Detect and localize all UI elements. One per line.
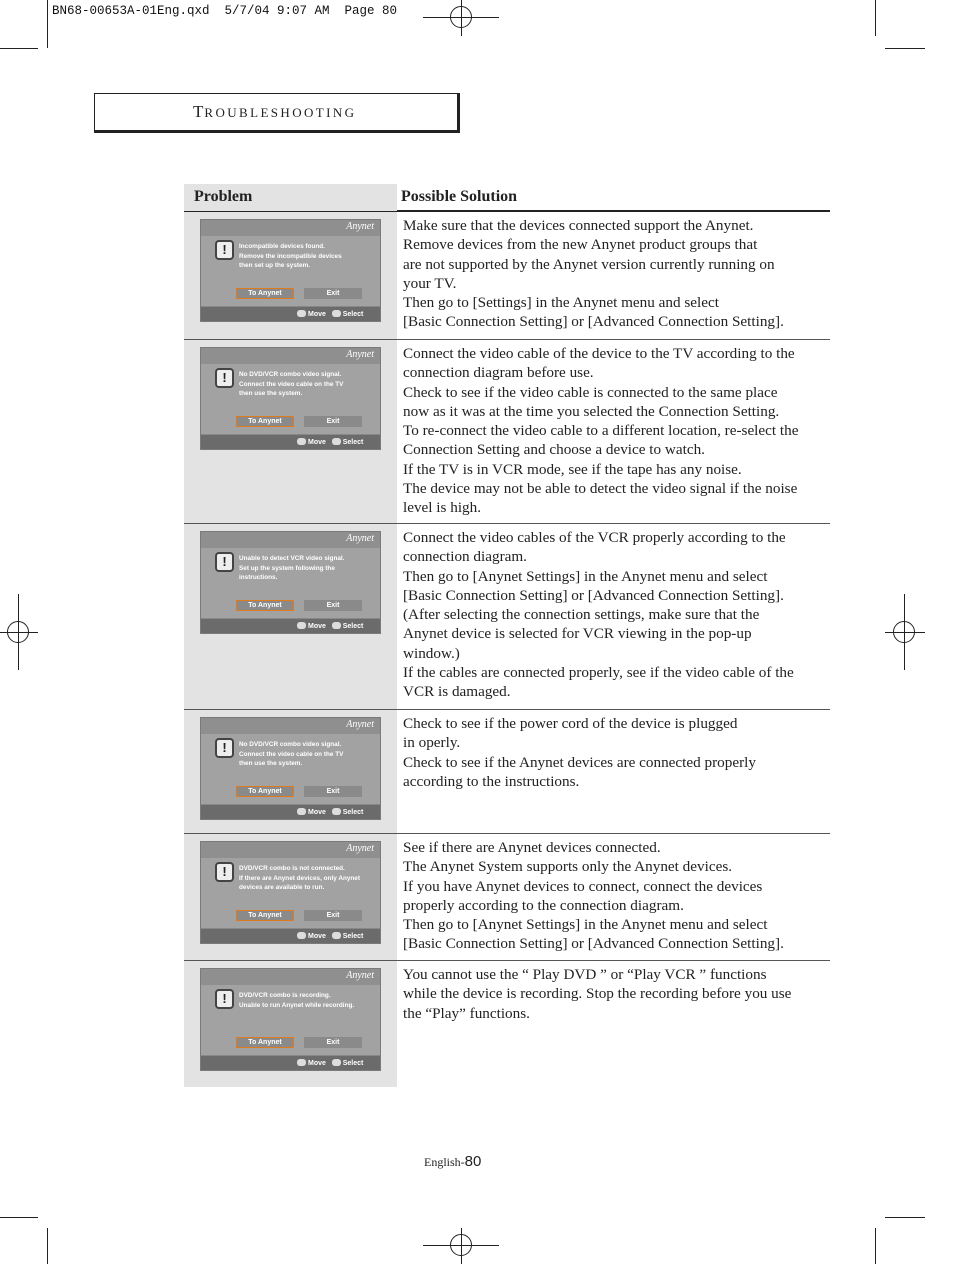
nav-move-label: Move [308,439,326,446]
move-icon [297,438,306,445]
solution-line: while the device is recording. Stop the recording before you use [403,985,792,1003]
osd-message-line: DVD/VCR combo is recording. [239,992,331,999]
table-row [184,710,830,834]
solution-line: are not supported by the Anynet version currently running on [403,255,775,273]
exit-button: Exit [304,786,362,797]
solution-line: properly according to the connection diagram. [403,896,684,914]
nav-move-label: Move [308,933,326,940]
warning-icon: ! [215,989,234,1009]
solution-line: according to the instructions. [403,772,580,790]
osd-message-line: Incompatible devices found. [239,243,325,250]
nav-select-label: Select [342,809,364,816]
registration-circle [893,621,915,643]
to-anynet-button: To Anynet [236,1037,294,1048]
solution-line: See if there are Anynet devices connected. [403,839,661,856]
table-header [184,184,830,212]
solution-line: VCR is damaged. [403,683,511,701]
solution-line: Connection Setting and choose a device to watch. [403,441,705,459]
osd-message [239,740,379,769]
select-icon [332,310,341,317]
osd-message-line: then use the system. [239,390,303,398]
warning-icon: ! [215,862,234,882]
crop-mark [0,48,38,49]
to-anynet-button: To Anynet [236,786,294,797]
osd-nav-bar [201,434,380,449]
osd-nav-bar [201,618,380,633]
solution-cell [403,965,830,1023]
solution-line: The device may not be able to detect the video signal if the noise [403,480,798,498]
crop-mark [47,1228,48,1264]
table-row [184,340,830,524]
osd-message-line: Connect the video cable on the TV [239,750,344,758]
solution-line: Check to see if the Anynet devices are connected properly [403,753,756,771]
solution-cell [403,216,830,332]
select-icon [332,932,341,939]
solution-cell [403,344,830,518]
registration-circle [450,6,472,28]
anynet-logo: Anynet [346,349,374,360]
solution-line: level is high. [403,499,482,517]
nav-move-label: Move [308,809,326,816]
exit-button: Exit [304,288,362,299]
nav-move-label: Move [308,623,326,630]
problem-cell [184,212,397,339]
select-icon [332,808,341,815]
solution-line: Then go to [Settings] in the Anynet menu and select [403,294,719,312]
warning-icon: ! [215,240,234,260]
solution-line: Then go to [Anynet Settings] in the Anynet menu and select [403,567,768,585]
osd-screenshot [200,219,381,322]
solution-line: in operly. [403,734,461,752]
header-problem: Problem [184,184,397,211]
crop-mark [885,1217,925,1218]
move-icon [297,808,306,815]
solution-line: now as it was at the time you selected the Connection Setting. [403,402,780,420]
select-icon [332,622,341,629]
exit-button: Exit [304,416,362,427]
anynet-logo: Anynet [346,970,374,981]
registration-circle [7,621,29,643]
osd-message [239,991,379,1010]
page-number: 80 [464,1153,482,1170]
print-slug: BN68-00653A-01Eng.qxd 5/7/04 9:07 AM Page 80 [52,4,398,18]
osd-message-line: If there are Anynet devices, only Anynet [239,874,360,882]
osd-screenshot [200,347,381,450]
solution-line: Anynet device is selected for VCR viewing in the pop-up [403,625,752,643]
move-icon [297,622,306,629]
osd-message-line: Connect the video cable on the TV [239,380,344,388]
header-solution: Possible Solution [401,188,518,205]
nav-select-label: Select [342,439,364,446]
solution-line: Check to see if the video cable is connected to the same place [403,383,778,401]
crop-mark [885,48,925,49]
table-body [184,212,830,1087]
osd-message-line: Remove the incompatible devices [239,252,342,260]
anynet-logo: Anynet [346,843,374,854]
nav-move-label: Move [308,1060,326,1067]
solution-line: You cannot use the “ Play DVD ” or “Play VCR ” functions [403,966,767,983]
crop-mark [875,0,876,36]
osd-message-line: No DVD/VCR combo video signal. [239,741,342,748]
nav-select-label: Select [342,933,364,940]
solution-line: Connect the video cables of the VCR properly according to the [403,529,786,546]
move-icon [297,310,306,317]
registration-circle [450,1234,472,1256]
exit-button: Exit [304,910,362,921]
osd-screenshot [200,968,381,1071]
solution-line: If the TV is in VCR mode, see if the tape has any noise. [403,460,742,478]
solution-line: connection diagram. [403,548,527,566]
section-title [94,93,460,133]
select-icon [332,438,341,445]
solution-line: Remove devices from the new Anynet product groups that [403,236,758,254]
osd-screenshot [200,531,381,634]
osd-message [239,242,379,271]
move-icon [297,1059,306,1066]
solution-line: (After selecting the connection settings, make sure that the [403,606,760,624]
problem-cell [184,340,397,523]
osd-message-line: devices are available to run. [239,884,325,892]
crop-mark [47,0,48,48]
anynet-logo: Anynet [346,221,374,232]
solution-line: the “Play” functions. [403,1004,530,1022]
to-anynet-button: To Anynet [236,288,294,299]
osd-message-line: then use the system. [239,760,303,768]
solution-line: If the cables are connected properly, see if the video cable of the [403,664,794,682]
solution-line: [Basic Connection Setting] or [Advanced Connection Setting]. [403,935,784,953]
solution-line: window.) [403,644,460,662]
warning-icon: ! [215,368,234,388]
solution-line: If you have Anynet devices to connect, connect the devices [403,877,763,895]
solution-line: The Anynet System supports only the Anynet devices. [403,858,733,876]
osd-message-line: Unable to run Anynet while recording. [239,1001,355,1009]
exit-button: Exit [304,600,362,611]
solution-line: connection diagram before use. [403,364,594,382]
page-footer [424,1153,481,1170]
crop-mark [875,1228,876,1264]
nav-move-label: Move [308,311,326,318]
anynet-logo: Anynet [346,719,374,730]
problem-cell [184,524,397,709]
osd-nav-bar [201,306,380,321]
osd-message-line: No DVD/VCR combo video signal. [239,371,342,378]
move-icon [297,932,306,939]
osd-message-line: Set up the system following the [239,564,335,572]
solution-cell [403,838,830,954]
troubleshooting-table [184,184,830,1087]
problem-cell [184,961,397,1087]
anynet-logo: Anynet [346,533,374,544]
problem-cell [184,834,397,960]
crop-mark [0,1217,38,1218]
osd-nav-hints [297,310,363,318]
osd-nav-bar [201,928,380,943]
osd-message [239,370,379,399]
osd-nav-hints [297,932,363,940]
warning-icon: ! [215,552,234,572]
warning-icon: ! [215,738,234,758]
nav-select-label: Select [342,1060,364,1067]
solution-line: your TV. [403,274,457,292]
solution-cell [403,528,830,702]
solution-line: Make sure that the devices connected support the Anynet. [403,217,754,234]
table-row [184,212,830,340]
solution-line: Check to see if the power cord of the device is plugged [403,715,738,732]
solution-line: [Basic Connection Setting] or [Advanced Connection Setting]. [403,586,784,604]
section-title-rest: ROUBLESHOOTING [204,105,357,120]
solution-line: Then go to [Anynet Settings] in the Anynet menu and select [403,916,768,934]
nav-select-label: Select [342,311,364,318]
osd-screenshot [200,841,381,944]
solution-line: [Basic Connection Setting] or [Advanced Connection Setting]. [403,313,784,331]
osd-message [239,864,379,893]
to-anynet-button: To Anynet [236,600,294,611]
osd-message [239,554,379,583]
osd-nav-hints [297,808,363,816]
table-row [184,524,830,710]
solution-line: Connect the video cable of the device to the TV according to the [403,345,795,362]
section-title-initial: T [193,102,205,121]
osd-nav-bar [201,1055,380,1070]
osd-nav-bar [201,804,380,819]
to-anynet-button: To Anynet [236,910,294,921]
osd-nav-hints [297,1059,363,1067]
select-icon [332,1059,341,1066]
osd-message-line: instructions. [239,574,278,582]
osd-message-line: DVD/VCR combo is not connected. [239,865,345,872]
osd-nav-hints [297,622,363,630]
solution-line: To re-connect the video cable to a different location, re-select the [403,422,799,440]
solution-cell [403,714,830,791]
to-anynet-button: To Anynet [236,416,294,427]
problem-cell [184,710,397,833]
footer-label: English- [424,1155,465,1169]
nav-select-label: Select [342,623,364,630]
table-row [184,961,830,1087]
table-row [184,834,830,961]
osd-screenshot [200,717,381,820]
osd-nav-hints [297,438,363,446]
osd-message-line: Unable to detect VCR video signal. [239,555,345,562]
exit-button: Exit [304,1037,362,1048]
osd-message-line: then set up the system. [239,262,311,270]
